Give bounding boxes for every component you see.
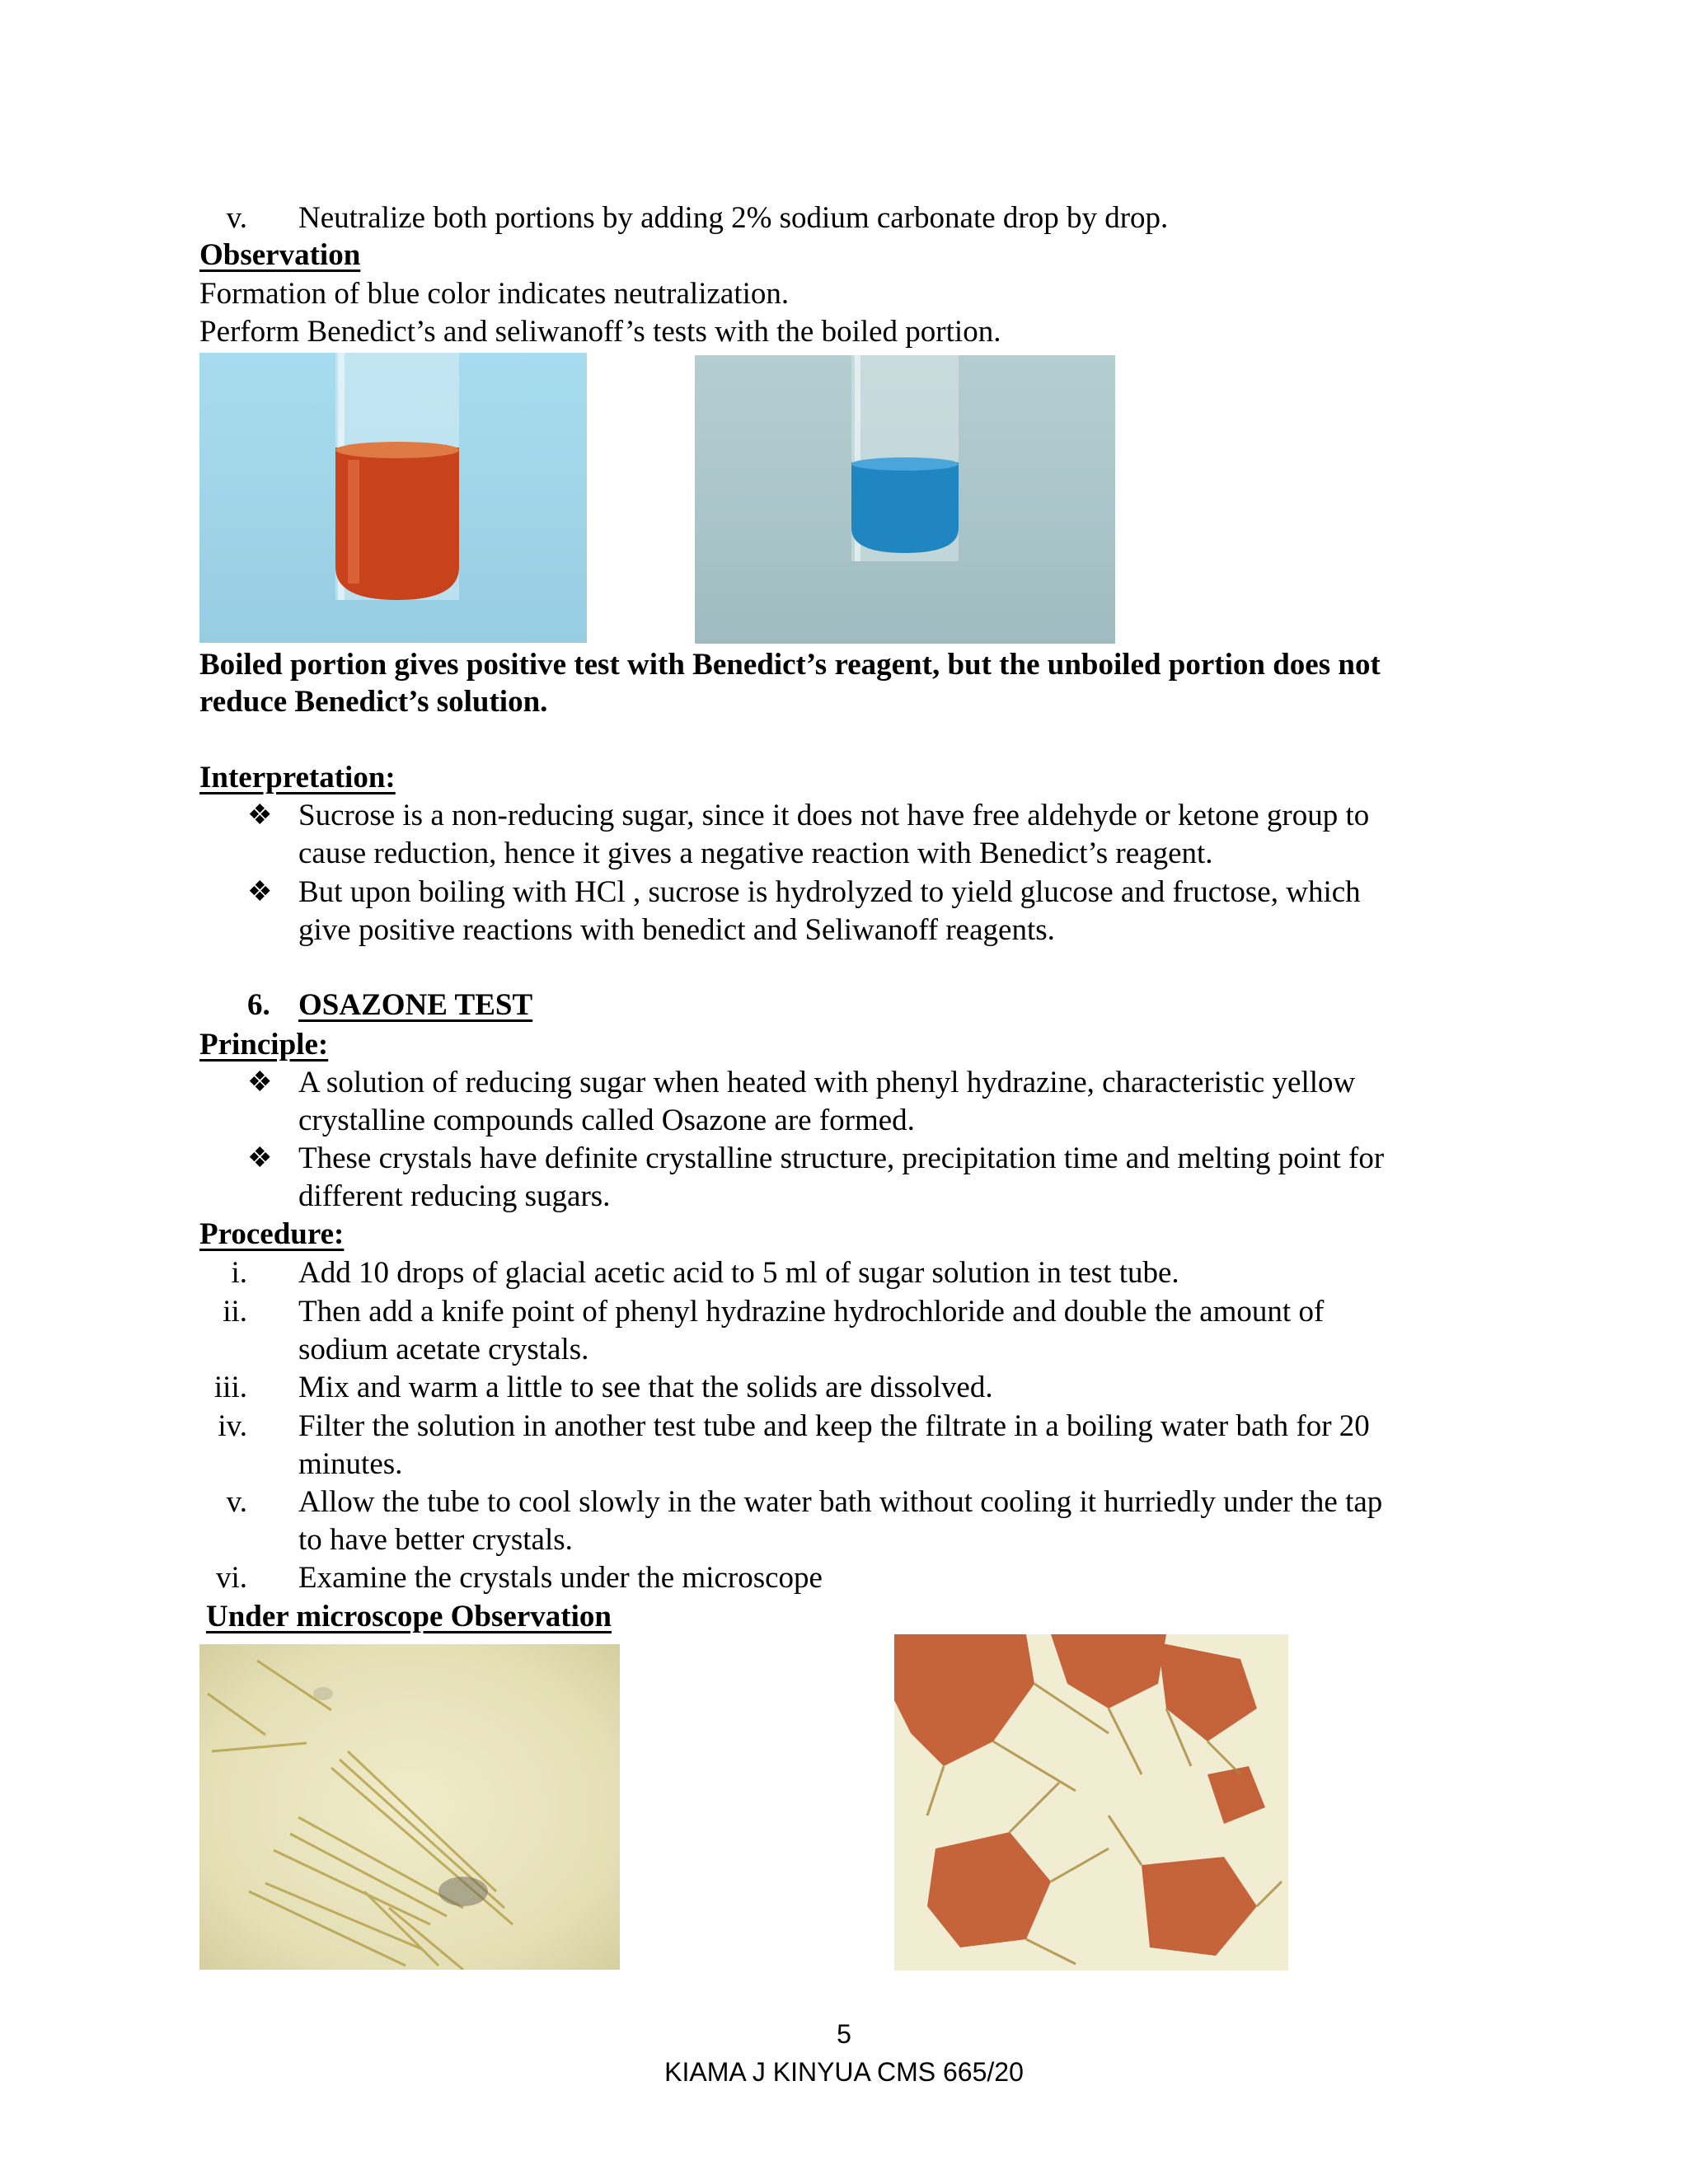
section-number: 6. bbox=[247, 988, 270, 1022]
sunflower-crystals-illustration bbox=[894, 1634, 1288, 1971]
result-line: Boiled portion gives positive test with Benedict’s reagent, but the unboiled portion does not bbox=[199, 648, 1381, 682]
red-tube-illustration bbox=[199, 353, 587, 643]
step-number: i. bbox=[231, 1256, 247, 1290]
observation-line: Perform Benedict’s and seliwanoff’s tests with the boiled portion. bbox=[199, 315, 1001, 349]
principle-text: A solution of reducing sugar when heated with phenyl hydrazine, characteristic yellow bbox=[298, 1066, 1356, 1099]
step-number: iii. bbox=[213, 1371, 247, 1404]
result-line: reduce Benedict’s solution. bbox=[199, 685, 548, 719]
observation-line: Formation of blue color indicates neutralization. bbox=[199, 277, 790, 311]
microscope-heading: Under microscope Observation bbox=[206, 1600, 612, 1633]
needle-crystals-photo bbox=[199, 1644, 620, 1970]
principle-text: different reducing sugars. bbox=[298, 1179, 611, 1213]
procedure-step: to have better crystals. bbox=[298, 1523, 573, 1557]
procedure-step: minutes. bbox=[298, 1447, 403, 1481]
diamond-bullet-icon: ❖ bbox=[247, 800, 273, 831]
step-text: Neutralize both portions by adding 2% sodium carbonate drop by drop. bbox=[298, 201, 1169, 235]
step-number: vi. bbox=[215, 1561, 247, 1595]
benedict-positive-tube-photo bbox=[199, 353, 587, 643]
principle-text: These crystals have definite crystalline structure, precipitation time and melting point for bbox=[298, 1141, 1385, 1175]
diamond-bullet-icon: ❖ bbox=[247, 1143, 273, 1174]
procedure-step: Allow the tube to cool slowly in the water bath without cooling it hurriedly under the tap bbox=[298, 1485, 1383, 1519]
sunflower-crystals-photo bbox=[894, 1634, 1288, 1971]
diamond-bullet-icon: ❖ bbox=[247, 1067, 273, 1098]
interpretation-heading: Interpretation: bbox=[199, 761, 396, 794]
procedure-step: Mix and warm a little to see that the solids are dissolved. bbox=[298, 1371, 993, 1404]
procedure-step: Filter the solution in another test tube and keep the filtrate in a boiling water bath for 20 bbox=[298, 1409, 1370, 1443]
needle-crystals-illustration bbox=[199, 1644, 620, 1970]
page-number: 5 bbox=[837, 2019, 851, 2049]
procedure-step: sodium acetate crystals. bbox=[298, 1333, 589, 1366]
diamond-bullet-icon: ❖ bbox=[247, 877, 273, 907]
principle-text: crystalline compounds called Osazone are formed. bbox=[298, 1104, 915, 1137]
procedure-step: Add 10 drops of glacial acetic acid to 5 ml of sugar solution in test tube. bbox=[298, 1256, 1179, 1290]
section-title: OSAZONE TEST bbox=[298, 988, 533, 1022]
observation-heading: Observation bbox=[199, 238, 361, 272]
procedure-step: Examine the crystals under the microscope bbox=[298, 1561, 823, 1595]
interpretation-text: Sucrose is a non-reducing sugar, since it does not have free aldehyde or ketone group to bbox=[298, 799, 1370, 832]
step-number: iv. bbox=[218, 1409, 247, 1443]
procedure-heading: Procedure: bbox=[199, 1217, 345, 1251]
footer-author: KIAMA J KINYUA CMS 665/20 bbox=[664, 2057, 1024, 2087]
principle-heading: Principle: bbox=[199, 1028, 329, 1062]
interpretation-text: But upon boiling with HCl , sucrose is hydrolyzed to yield glucose and fructose, which bbox=[298, 875, 1361, 909]
interpretation-text: cause reduction, hence it gives a negative reaction with Benedict’s reagent. bbox=[298, 837, 1213, 870]
procedure-step: Then add a knife point of phenyl hydrazine hydrochloride and double the amount of bbox=[298, 1295, 1325, 1329]
step-number: v. bbox=[226, 201, 247, 235]
interpretation-text: give positive reactions with benedict and Seliwanoff reagents. bbox=[298, 913, 1055, 947]
step-number: v. bbox=[226, 1485, 247, 1519]
step-number: ii. bbox=[223, 1295, 247, 1329]
blue-tube-illustration bbox=[695, 355, 1115, 644]
benedict-negative-tube-photo bbox=[695, 355, 1115, 644]
